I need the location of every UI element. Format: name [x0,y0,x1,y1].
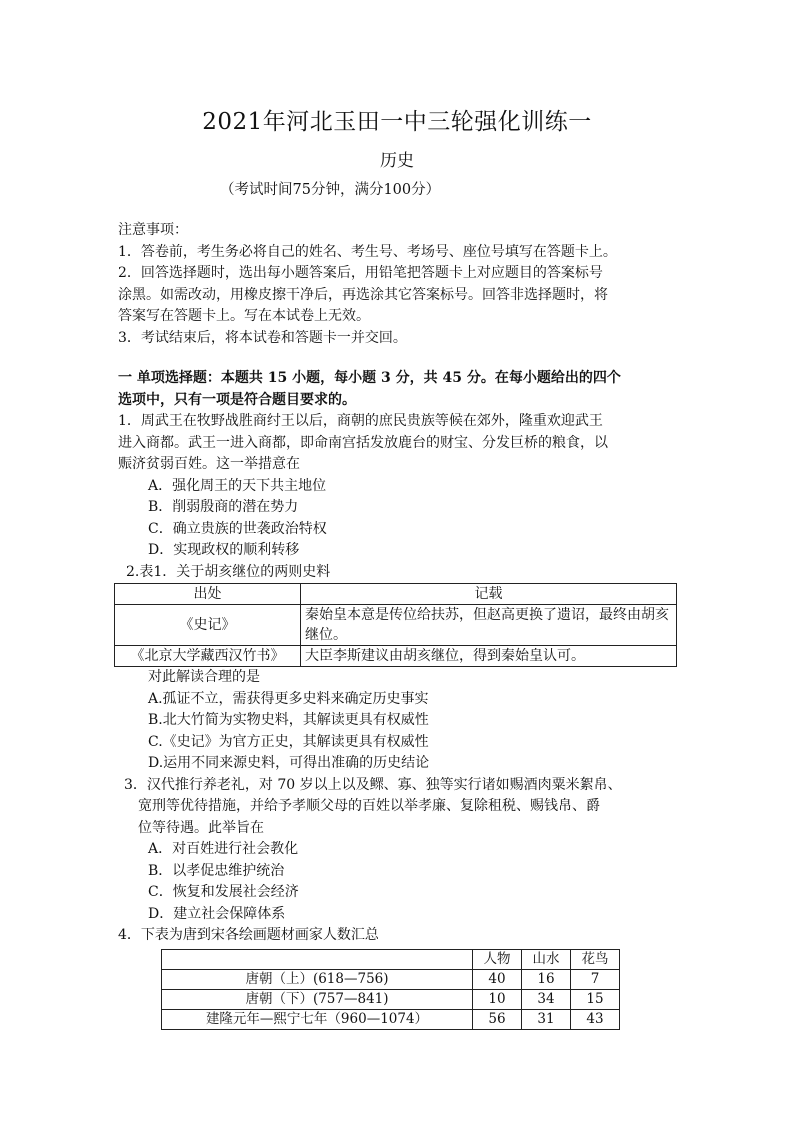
table-header-flowers-birds: 花鸟 [571,949,620,969]
question-3-stem: 位等待遇。此举旨在 [138,819,264,836]
exam-info: （考试时间75分钟，满分100分） [220,182,441,198]
question-2-option-d: D.运用不同来源史料，可得出准确的历史结论 [148,755,430,771]
table-cell-value: 56 [473,1009,522,1029]
table-cell-record: 大臣李斯建议由胡亥继位，得到秦始皇认可。 [301,646,677,667]
table-header-row [162,949,620,969]
question-1-stem: 赈济贫弱百姓。这一举措意在 [118,456,300,472]
table-cell-period: 建隆元年—熙宁七年（960—1074） [162,1009,473,1029]
question-3-stem: 宽刑等优待措施，并给予孝顺父母的百姓以举孝廉、复除租税、赐钱帛、爵 [138,798,600,814]
table-row [162,989,620,1009]
table-header-blank [162,949,473,969]
note-line: 3．考试结束后，将本试卷和答题卡一并交回。 [118,329,407,346]
question-2-stem: 2.表1．关于胡亥继位的两则史料 [126,563,331,580]
source-table [114,583,677,667]
table-cell-value: 34 [522,989,571,1009]
question-1-stem: 进入商都。武王一进入商都，即命南宫括发放鹿台的财宝、分发巨桥的粮食，以 [118,434,608,451]
table-row [162,1009,620,1029]
question-1-stem: 1．周武王在牧野战胜商纣王以后，商朝的庶民贵族等候在郊外，隆重欢迎武王 [118,413,603,429]
page-title: 2021年河北玉田一中三轮强化训练一 [202,109,592,135]
table-header-figures: 人物 [473,949,522,969]
question-1-option-b: B．削弱殷商的潜在势力 [148,499,299,515]
table-cell-period: 唐朝（上）(618—756) [162,969,473,989]
table-row [162,969,620,989]
notes-heading: 注意事项： [118,222,188,238]
table-cell-value: 7 [571,969,620,989]
table-header-row [115,584,677,605]
exam-body [118,220,678,1030]
question-3-option-d: D．建立社会保障体系 [148,905,286,922]
table-header-source: 出处 [115,584,301,605]
question-2-option-c: C.《史记》为官方正史，其解读更具有权威性 [148,733,429,750]
painter-count-table [161,949,620,1030]
table-cell-value: 31 [522,1009,571,1029]
question-3-option-c: C．恢复和发展社会经济 [148,884,299,900]
note-line: 1．答卷前，考生务必将自己的姓名、考生号、考场号、座位号填写在答题卡上。 [118,243,617,260]
table-cell-record: 秦始皇本意是传位给扶苏，但赵高更换了遗诏，最终由胡亥继位。 [301,605,677,646]
section-heading-line1: 一 单项选择题：本题共 15 小题，每小题 3 分，共 45 分。在每小题给出的四个 [118,370,621,386]
table-cell-value: 43 [571,1009,620,1029]
question-4-stem: 4．下表为唐到宋各绘画题材画家人数汇总 [118,927,379,943]
table-cell-value: 10 [473,989,522,1009]
section-heading-line2: 选项中，只有一项是符合题目要求的。 [118,391,356,408]
note-line: 答案写在答题卡上。写在本试卷上无效。 [118,308,370,324]
note-line: 2．回答选择题时，选出每小题答案后，用铅笔把答题卡上对应题目的答案标号 [118,265,603,281]
table-cell-source: 《北京大学藏西汉竹书》 [115,646,301,667]
question-1-option-c: C．确立贵族的世袭政治特权 [148,520,327,537]
question-1-option-d: D．实现政权的顺利转移 [148,542,300,558]
table-cell-value: 40 [473,969,522,989]
note-line: 涂黑。如需改动，用橡皮擦干净后，再选涂其它答案标号。回答非选择题时，将 [118,286,608,303]
question-2-option-b: B.北大竹简为实物史料，其解读更具有权威性 [148,712,429,728]
question-3-option-b: B．以孝促忠维护统治 [148,862,285,879]
table-header-record: 记载 [301,584,677,605]
question-2-option-a: A.孤证不立，需获得更多史料来确定历史事实 [148,690,429,707]
table-row [115,646,677,667]
table-cell-value: 15 [571,989,620,1009]
question-3-stem: 3．汉代推行养老礼，对 70 岁以上以及鳏、寡、独等实行诸如赐酒肉粟米絮帛、 [124,776,622,793]
table-cell-source: 《史记》 [115,605,301,646]
question-3-option-a: A．对百姓进行社会教化 [148,841,299,857]
table-header-landscape: 山水 [522,949,571,969]
question-2-lead: 对此解读合理的是 [148,669,260,685]
question-1-option-a: A．强化周王的天下共主地位 [148,477,327,494]
table-cell-period: 唐朝（下）(757—841) [162,989,473,1009]
subject-title: 历史 [380,151,414,171]
table-cell-value: 16 [522,969,571,989]
table-row [115,605,677,646]
